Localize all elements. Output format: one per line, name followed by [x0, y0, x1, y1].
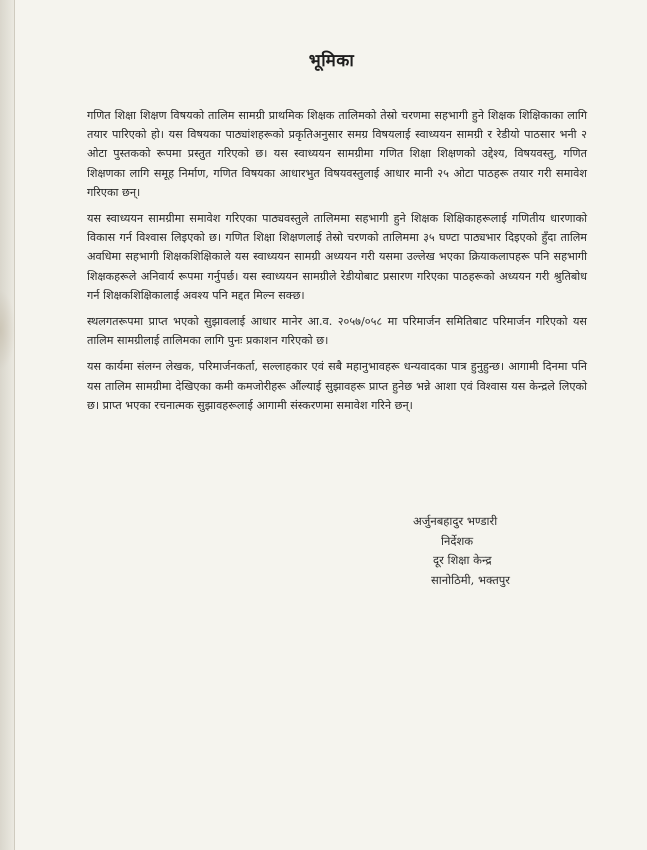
signatory-designation: निर्देशक: [441, 533, 474, 548]
signature-block: [413, 512, 613, 590]
document-page: [14, 0, 647, 850]
signatory-name: अर्जुनबहादुर भण्डारी: [413, 514, 498, 528]
signatory-office: दूर शिक्षा केन्द्र: [433, 553, 492, 567]
paragraph-3: स्थलगतरूपमा प्राप्त भएको सुझावलाई आधार मानेर आ.व. २०५७/०५८ मा परिमार्जन समितिबाट परिमार्जन गरिएको यस तालिम सामग्रीलाई तालिमका लागि पुनः प्रकाशन गरिएको छ।: [87, 315, 587, 348]
paragraph-1: गणित शिक्षा शिक्षण विषयको तालिम सामग्री प्राथमिक शिक्षक तालिमको तेस्रो चरणमा सहभागी हुने शिक्षक शिक्षिकाका लागि तयार पारिएको हो। यस विषयका पाठ्यांशहरूको प्रकृतिअनुसार समग्र विषयलाई स्वाध्ययन सामग्री र रेडीयो पाठसार भनी २ ओटा पुस्तकको रूपमा प्रस्तुत गरिएको छ। यस स्वाध्ययन सामग्रीमा गणित शिक्षा शिक्षणको उद्देश्य, विषयवस्तु, गणित शिक्षणका लागि समूह निर्माण, गणित विषयका आधारभुत विषयवस्तुलाई आधार मानी २५ ओटा पाठहरू तयार गरी समावेश गरिएका छन्।: [87, 109, 587, 199]
page-edge-shadow: [0, 0, 14, 850]
paragraph-4: यस कार्यमा संलग्न लेखक, परिमार्जनकर्ता, सल्लाहकार एवं सबै महानुभावहरू धन्यवादका पात्र हुनुहुन्छ। आगामी दिनमा पनि यस तालिम सामग्रीमा देखिएका कमी कमजोरीहरू औंल्याई सुझावहरू प्राप्त हुनेछ भन्ने आशा एवं विश्वास यस केन्द्रले लिएको छ। प्राप्त भएका रचनात्मक सुझावहरूलाई आगामी संस्करणमा समावेश गरिने छन्।: [87, 360, 587, 412]
paragraph-2: यस स्वाध्ययन सामग्रीमा समावेश गरिएका पाठ्यवस्तुले तालिममा सहभागी हुने शिक्षक शिक्षिकाहरूलाई गणितीय धारणाको विकास गर्न विश्वास लिइएको छ। गणित शिक्षा शिक्षणलाई तेस्रो चरणको तालिममा ३५ घण्टा पाठ्यभार दिइएको हुँदा तालिम अवधिमा सहभागी शिक्षकशिक्षिकाले यस स्वाध्ययन सामग्री अध्ययन गरी यसमा उल्लेख भएका क्रियाकलापहरू पनि सहभागी शिक्षकहरूले अनिवार्य रूपमा गर्नुपर्छ। यस स्वाध्ययन सामग्रीले रेडीयोबाट प्रसारण गरिएका पाठहरूको अध्ययन गरी श्रुतिबोध गर्न शिक्षकशिक्षिकालाई अवश्य पनि मद्दत मिल्न सक्छ।: [87, 212, 587, 302]
signatory-address: सानोठिमी, भक्तपुर: [431, 572, 510, 587]
preface-body: [87, 106, 587, 422]
page-title: भूमिका: [308, 51, 355, 71]
